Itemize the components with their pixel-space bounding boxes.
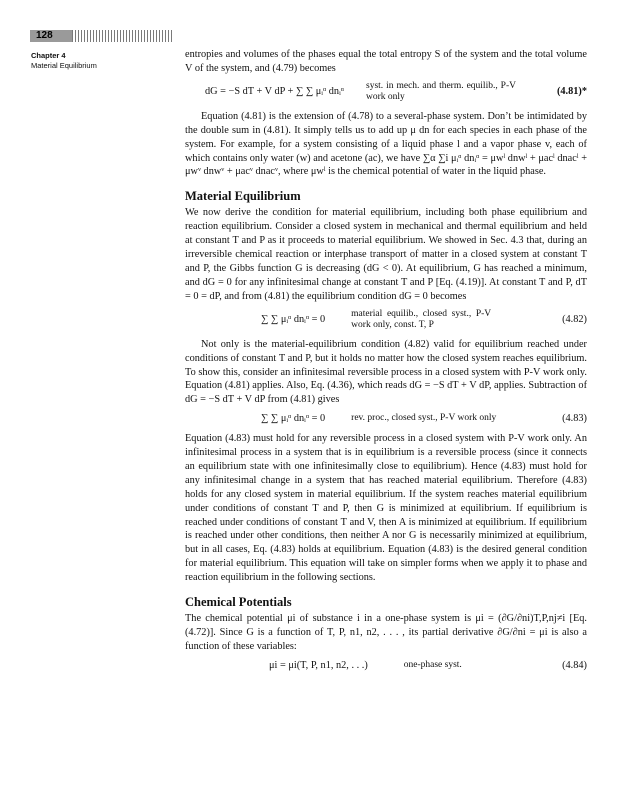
equation-4-81-condition: syst. in mech. and therm. equilib., P-V work only bbox=[366, 80, 516, 103]
section-heading-material-equilibrium: Material Equilibrium bbox=[185, 189, 301, 204]
paragraph-5: Equation (4.83) must hold for any reversible process in a closed system with P-V work only. An infinitesimal process in a system that is in equilibrium is a reversible process (since it connects an equilibrium state with one infinitesimally close to equilibrium). Hence (4.83) must hold for any infinitesimal change in a system that has reached material equilibrium. Therefore (4.83) holds for any closed system in material equilibrium. If the system reaches material equilibrium under conditions of constant T and P, then G is minimized at equilibrium. If equilibrium is reached under conditions of constant T and V, then A is minimized at equilibrium. If equilibrium is reached under other conditions, then neither A nor G is necessarily minimized at equilibrium, but in all cases, Eq. (4.83) holds at equilibrium. Equation (4.83) is the desired general condition for material equilibrium. This equation will take on simpler forms when we apply it to phase and reaction equilibrium in the following sections. bbox=[185, 433, 587, 584]
paragraph-2: Equation (4.81) is the extension of (4.78) to a several-phase system. Don’t be intimidated by the double sum in (4.81). It simply tells us to add up μ dn for each species in each phase of the system. For example, for a system consisting of a liquid phase l and a vapor phase v, each of which contains only water (w) and acetone (ac), we have ∑α ∑i μᵢᵅ dnᵢᵅ = μwˡ dnwˡ + μacˡ dnacˡ + μwᵛ dnwᵛ + μacᵛ dnacᵛ, where μwˡ is the chemical potential of water in the liquid phase. bbox=[185, 110, 587, 178]
equation-4-82-formula: ∑ ∑ μᵢᵅ dnᵢᵅ = 0 bbox=[261, 314, 326, 326]
equation-4-83-condition: rev. proc., closed syst., P-V work only bbox=[351, 413, 497, 424]
header-rule-decoration bbox=[72, 30, 172, 42]
equation-4-84-formula: μi = μi(T, P, n1, n2, . . .) bbox=[269, 659, 368, 671]
equation-4-82 bbox=[185, 309, 587, 332]
chapter-label: Chapter 4 bbox=[31, 51, 66, 60]
equation-4-83-number: (4.83) bbox=[562, 413, 587, 425]
equation-4-82-condition: material equilib., closed syst., P-V work only, const. T, P bbox=[351, 308, 492, 331]
chapter-heading bbox=[31, 51, 151, 70]
equation-4-84-condition: one-phase syst. bbox=[403, 660, 462, 671]
equation-4-83 bbox=[185, 412, 587, 426]
section-heading-chemical-potentials: Chemical Potentials bbox=[185, 595, 292, 610]
paragraph-1: entropies and volumes of the phases equal the total entropy S of the system and the total volume V of the system, and (4.79) becomes bbox=[185, 49, 587, 74]
paragraph-6: The chemical potential μi of substance i in a one-phase system is μi = (∂G/∂ni)T,P,nj≠i [Eq. (4.72)]. Since G is a function of T, P, n1, n2, . . . , its partial derivative ∂G/∂ni = μi is also a function of these variables: bbox=[185, 613, 587, 652]
paragraph-4: Not only is the material-equilibrium condition (4.82) valid for equilibrium reached under conditions of constant T and P, but it holds no matter how the closed system reaches equilibrium. To show this, consider an infinitesimal reversible process in a closed system with P-V work only. Equation (4.81) applies. Also, Eq. (4.36), which reads dG = −S dT + V dP, applies. Subtraction of dG = −S dT + V dP from (4.81) gives bbox=[185, 338, 587, 406]
equation-4-83-formula: ∑ ∑ μᵢᵅ dnᵢᵅ = 0 bbox=[261, 413, 326, 425]
equation-4-81-number: (4.81)* bbox=[556, 86, 587, 98]
page-number: 128 bbox=[30, 30, 72, 42]
chapter-title: Material Equilibrium bbox=[31, 60, 97, 70]
equation-4-84 bbox=[185, 659, 587, 673]
equation-4-81 bbox=[185, 81, 587, 104]
equation-4-82-number: (4.82) bbox=[562, 314, 587, 326]
equation-4-84-number: (4.84) bbox=[562, 659, 587, 671]
main-text bbox=[185, 48, 587, 679]
equation-4-81-formula: dG = −S dT + V dP + ∑ ∑ μᵢᵅ dnᵢᵅ bbox=[205, 86, 344, 98]
paragraph-3: We now derive the condition for material equilibrium, including both phase equilibrium and reaction equilibrium. Consider a closed system in mechanical and thermal equilibrium and held at constant T and P as it proceeds to material equilibrium. We showed in Sec. 4.3 that, during an irreversible chemical reaction or interphase transport of matter in a closed system at constant T and P, the Gibbs function G is decreasing (dG < 0). At equilibrium, G has reached a minimum, and dG = 0 for any infinitesimal change at constant T and P [Eq. (4.19)]. At constant T and P, dT = 0 = dP, and from (4.81) the equilibrium condition dG = 0 becomes bbox=[185, 207, 587, 302]
